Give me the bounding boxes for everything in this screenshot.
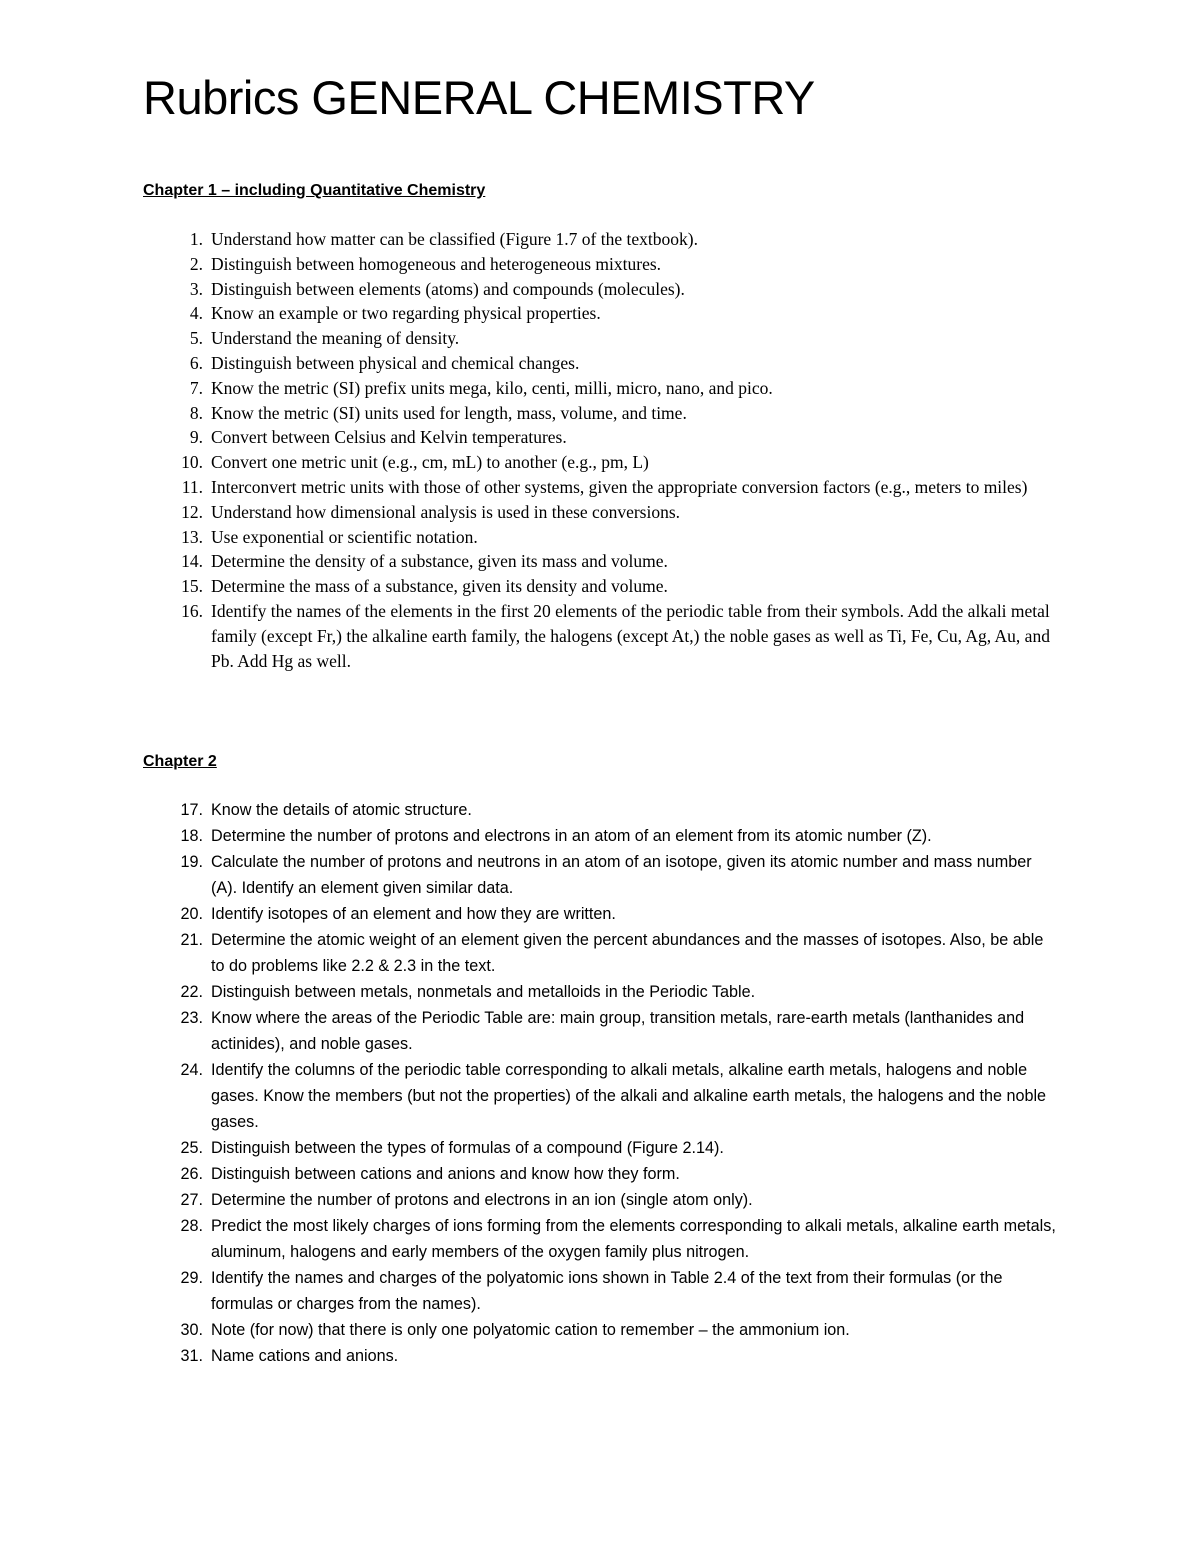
list-item	[0, 1057, 1061, 1135]
list-item-text: Distinguish between elements (atoms) and compounds (molecules).	[211, 278, 685, 299]
list-item	[0, 574, 1071, 599]
list-item-number: 31.	[180, 1347, 203, 1365]
list-item-number: 19.	[180, 853, 203, 871]
list-item-text: Understand the meaning of density.	[211, 328, 460, 349]
list-item	[0, 1135, 1061, 1161]
list-item	[0, 425, 1071, 450]
list-item-number: 29.	[180, 1269, 203, 1287]
list-item-text: Identify the names of the elements in the first 20 elements of the periodic table from their symbols. Add the alkali metal family (except Fr,) the alkaline earth family, the halogens (except At,) the noble gases as well as Ti, Fe, Cu, Ag, Au, and Pb. Add Hg as well.	[211, 600, 1050, 671]
list-item-number: 24.	[180, 1061, 203, 1079]
document-title: Rubrics GENERAL CHEMISTRY	[143, 71, 815, 124]
list-item-number: 28.	[180, 1217, 203, 1235]
list-item	[0, 1265, 1061, 1317]
list-item-number: 15.	[181, 576, 203, 597]
list-item	[0, 901, 1061, 927]
list-item-text: Convert between Celsius and Kelvin temperatures.	[211, 427, 567, 448]
list-item	[0, 849, 1061, 901]
chapter-1-heading: Chapter 1 – including Quantitative Chemistry	[143, 182, 486, 199]
list-item-number: 26.	[180, 1165, 203, 1183]
list-item-number: 13.	[181, 526, 203, 547]
list-item-text: Use exponential or scientific notation.	[211, 526, 478, 547]
chapter-1-objectives-list	[0, 227, 1071, 673]
list-item-text: Distinguish between physical and chemical changes.	[211, 352, 580, 373]
list-item-text: Name cations and anions.	[211, 1347, 399, 1365]
list-item-number: 7.	[189, 377, 203, 398]
list-item-text: Know where the areas of the Periodic Table are: main group, transition metals, rare-earth metals (lanthanides and actinides), and noble gases.	[211, 1009, 1025, 1053]
list-item-text: Identify the names and charges of the polyatomic ions shown in Table 2.4 of the text from their formulas (or the formulas or charges from the names).	[211, 1269, 1003, 1313]
list-item	[0, 1187, 1061, 1213]
list-item	[0, 1213, 1061, 1265]
list-item	[0, 401, 1071, 426]
list-item	[0, 351, 1071, 376]
list-item-number: 16.	[181, 600, 203, 621]
list-item-text: Determine the number of protons and electrons in an ion (single atom only).	[211, 1191, 753, 1209]
list-item	[0, 500, 1071, 525]
list-item-number: 5.	[189, 328, 203, 349]
list-item	[0, 1343, 1061, 1369]
list-item-text: Understand how dimensional analysis is used in these conversions.	[211, 501, 681, 522]
list-item	[0, 797, 1061, 823]
list-item-text: Identify the columns of the periodic table corresponding to alkali metals, alkaline earth metals, halogens and noble gases. Know the members (but not the properties) of the alkali and alkaline earth metals, the halogens and the noble gases.	[211, 1061, 1047, 1131]
list-item	[0, 301, 1071, 326]
list-item	[0, 525, 1071, 550]
list-item-number: 23.	[180, 1009, 203, 1027]
list-item-text: Determine the mass of a substance, given its density and volume.	[211, 576, 668, 597]
list-item-number: 20.	[180, 905, 203, 923]
list-item-number: 12.	[181, 501, 203, 522]
list-item	[0, 227, 1071, 252]
list-item-number: 1.	[189, 229, 203, 249]
list-item-number: 25.	[180, 1139, 203, 1157]
list-item	[0, 252, 1071, 277]
list-item-number: 2.	[189, 253, 203, 274]
list-item	[0, 927, 1061, 979]
list-item	[0, 450, 1071, 475]
list-item-number: 3.	[189, 278, 203, 299]
list-item-text: Predict the most likely charges of ions forming from the elements corresponding to alkali metals, alkaline earth metals, aluminum, halogens and early members of the oxygen family plus nitrogen.	[211, 1217, 1056, 1261]
list-item	[0, 475, 1071, 500]
list-item-text: Distinguish between homogeneous and heterogeneous mixtures.	[211, 253, 662, 274]
list-item-text: Distinguish between cations and anions and know how they form.	[211, 1165, 680, 1183]
list-item	[0, 277, 1071, 302]
list-item-text: Convert one metric unit (e.g., cm, mL) to another (e.g., pm, L)	[211, 452, 649, 473]
list-item	[0, 823, 1061, 849]
list-item-text: Calculate the number of protons and neutrons in an atom of an isotope, given its atomic number and mass number (A). Identify an element given similar data.	[211, 853, 1032, 897]
list-item	[0, 599, 1071, 673]
list-item-text: Know an example or two regarding physical properties.	[211, 303, 601, 324]
list-item	[0, 979, 1061, 1005]
list-item-text: Know the details of atomic structure.	[211, 801, 472, 819]
list-item	[0, 326, 1071, 351]
list-item-number: 6.	[189, 352, 203, 373]
list-item	[0, 1317, 1061, 1343]
list-item-text: Identify isotopes of an element and how they are written.	[211, 905, 616, 923]
list-item	[0, 376, 1071, 401]
list-item-number: 9.	[189, 427, 203, 448]
list-item-number: 18.	[180, 827, 203, 845]
list-item-number: 11.	[181, 476, 203, 497]
list-item-text: Know the metric (SI) prefix units mega, kilo, centi, milli, micro, nano, and pico.	[211, 377, 773, 398]
list-item-number: 10.	[181, 452, 203, 473]
list-item-number: 8.	[189, 402, 203, 423]
list-item-text: Note (for now) that there is only one polyatomic cation to remember – the ammonium ion.	[211, 1321, 850, 1339]
list-item-number: 14.	[181, 551, 203, 572]
chapter-2-heading: Chapter 2	[143, 753, 217, 770]
list-item-text: Distinguish between the types of formulas of a compound (Figure 2.14).	[211, 1139, 724, 1157]
list-item-text: Determine the atomic weight of an element given the percent abundances and the masses of isotopes. Also, be able to do problems like 2.2 & 2.3 in the text.	[211, 931, 1044, 975]
list-item-number: 27.	[180, 1191, 203, 1209]
list-item-number: 30.	[180, 1321, 203, 1339]
list-item-number: 21.	[180, 931, 203, 949]
list-item-number: 17.	[180, 801, 203, 819]
list-item-text: Interconvert metric units with those of other systems, given the appropriate conversion factors (e.g., meters to miles)	[211, 476, 1028, 497]
list-item-number: 4.	[189, 303, 203, 324]
list-item-text: Distinguish between metals, nonmetals and metalloids in the Periodic Table.	[211, 983, 756, 1001]
list-item-text: Understand how matter can be classified (Figure 1.7 of the textbook).	[211, 229, 698, 249]
list-item-text: Know the metric (SI) units used for length, mass, volume, and time.	[211, 402, 687, 423]
list-item	[0, 1005, 1061, 1057]
list-item	[0, 1161, 1061, 1187]
list-item-text: Determine the number of protons and electrons in an atom of an element from its atomic number (Z).	[211, 827, 932, 845]
list-item-text: Determine the density of a substance, given its mass and volume.	[211, 551, 668, 572]
list-item-number: 22.	[180, 983, 203, 1001]
chapter-2-objectives-list	[0, 797, 1061, 1369]
list-item	[0, 549, 1071, 574]
